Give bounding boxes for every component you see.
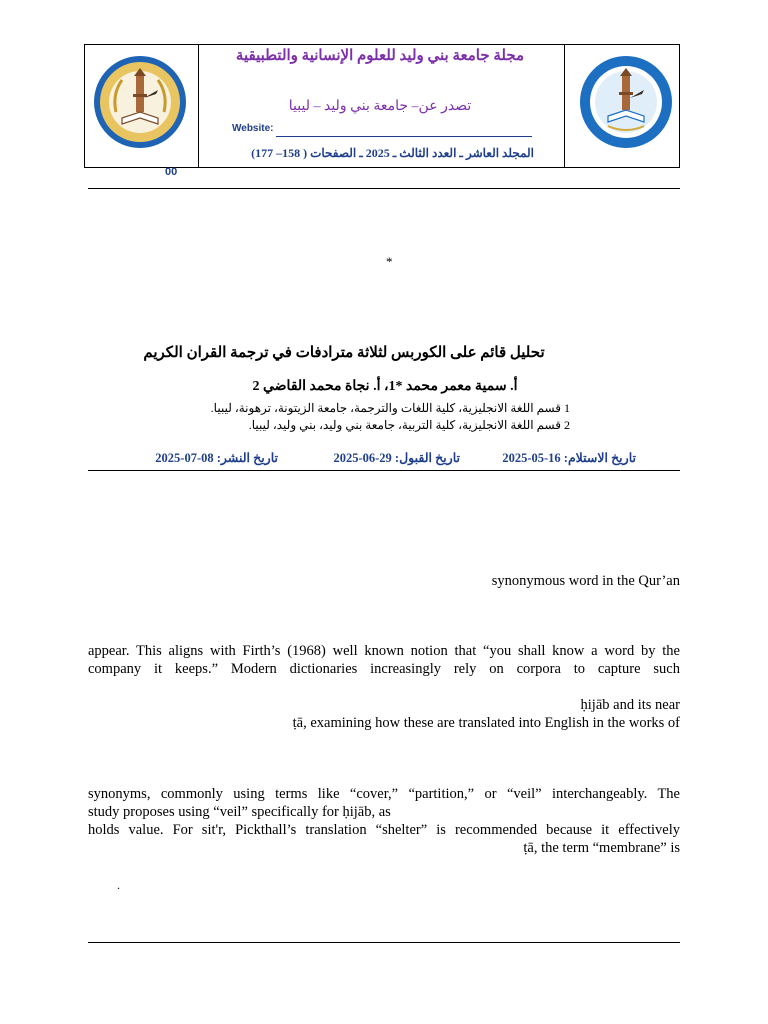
header-divider-left: [198, 45, 199, 167]
body-line: synonymous word in the Qur’an: [491, 573, 680, 589]
page-code: 00: [165, 166, 178, 178]
body-line: ḥijāb and its near: [580, 697, 680, 713]
header-divider-right: [564, 45, 565, 167]
footer-rule: [88, 942, 680, 943]
body-line: holds value. For sit'r, Pickthall’s translation “shelter” is recommended because it effectively: [88, 822, 680, 838]
body-line: ṭā, the term “membrane” is: [523, 840, 680, 856]
body-line: company it keeps.” Modern dictionaries increasingly rely on corpora to capture such: [88, 661, 680, 677]
date-received: تاريخ الاستلام: 16-05-2025: [502, 451, 636, 465]
body-paragraph-2: [88, 642, 680, 678]
header-rule: [88, 188, 680, 189]
article-title: تحليل قائم على الكوربس لثلاثة مترادفات في ترجمة القران الكريم: [143, 345, 545, 361]
publisher-line: تصدر عن– جامعة بني وليد – ليبيا: [288, 99, 472, 114]
asterisk: *: [386, 254, 393, 269]
body-line: appear. This aligns with Firth’s (1968) well known notion that “you shall know a word by the: [88, 643, 680, 659]
website-label: Website:: [232, 123, 274, 134]
website-link-line[interactable]: [276, 136, 532, 137]
body-line: study proposes using “veil” specifically for ḥijāb, as: [88, 804, 391, 820]
volume-issue-pages: المجلد العاشر ـ العدد الثالث ـ 2025 ـ الصفحات ( 158– 177): [251, 146, 534, 160]
body-line: synonyms, commonly using terms like “cover,” “partition,” or “veil” interchangeably. The: [88, 786, 680, 802]
journal-title: مجلة جامعة بني وليد للعلوم الإنسانية والتطبيقية: [235, 48, 525, 64]
article-authors: أ. سمية معمر محمد *1، أ. نجاة محمد القاضي 2: [252, 379, 518, 394]
affiliation-2: 2 قسم اللغة الانجليزية، كلية التربية، جامعة بني وليد، بني وليد، ليبيا.: [248, 418, 570, 432]
stray-dot: .: [117, 878, 120, 892]
date-accepted: تاريخ القبول: 29-06-2025: [333, 451, 460, 465]
article-dates: [120, 450, 636, 468]
body-paragraph-1: [88, 572, 680, 590]
dates-rule: [88, 470, 680, 471]
affiliation-1: 1 قسم اللغة الانجليزية، كلية اللغات والترجمة، جامعة الزيتونة، ترهونة، ليبيا.: [210, 401, 570, 415]
body-line: ṭā, examining how these are translated into English in the works of: [292, 715, 680, 731]
university-seal-blue-icon: [578, 54, 674, 150]
university-seal-gold-icon: [92, 54, 188, 150]
body-paragraph-4: [88, 785, 680, 857]
body-paragraph-3: [88, 696, 680, 732]
date-published: تاريخ النشر: 08-07-2025: [155, 451, 278, 465]
